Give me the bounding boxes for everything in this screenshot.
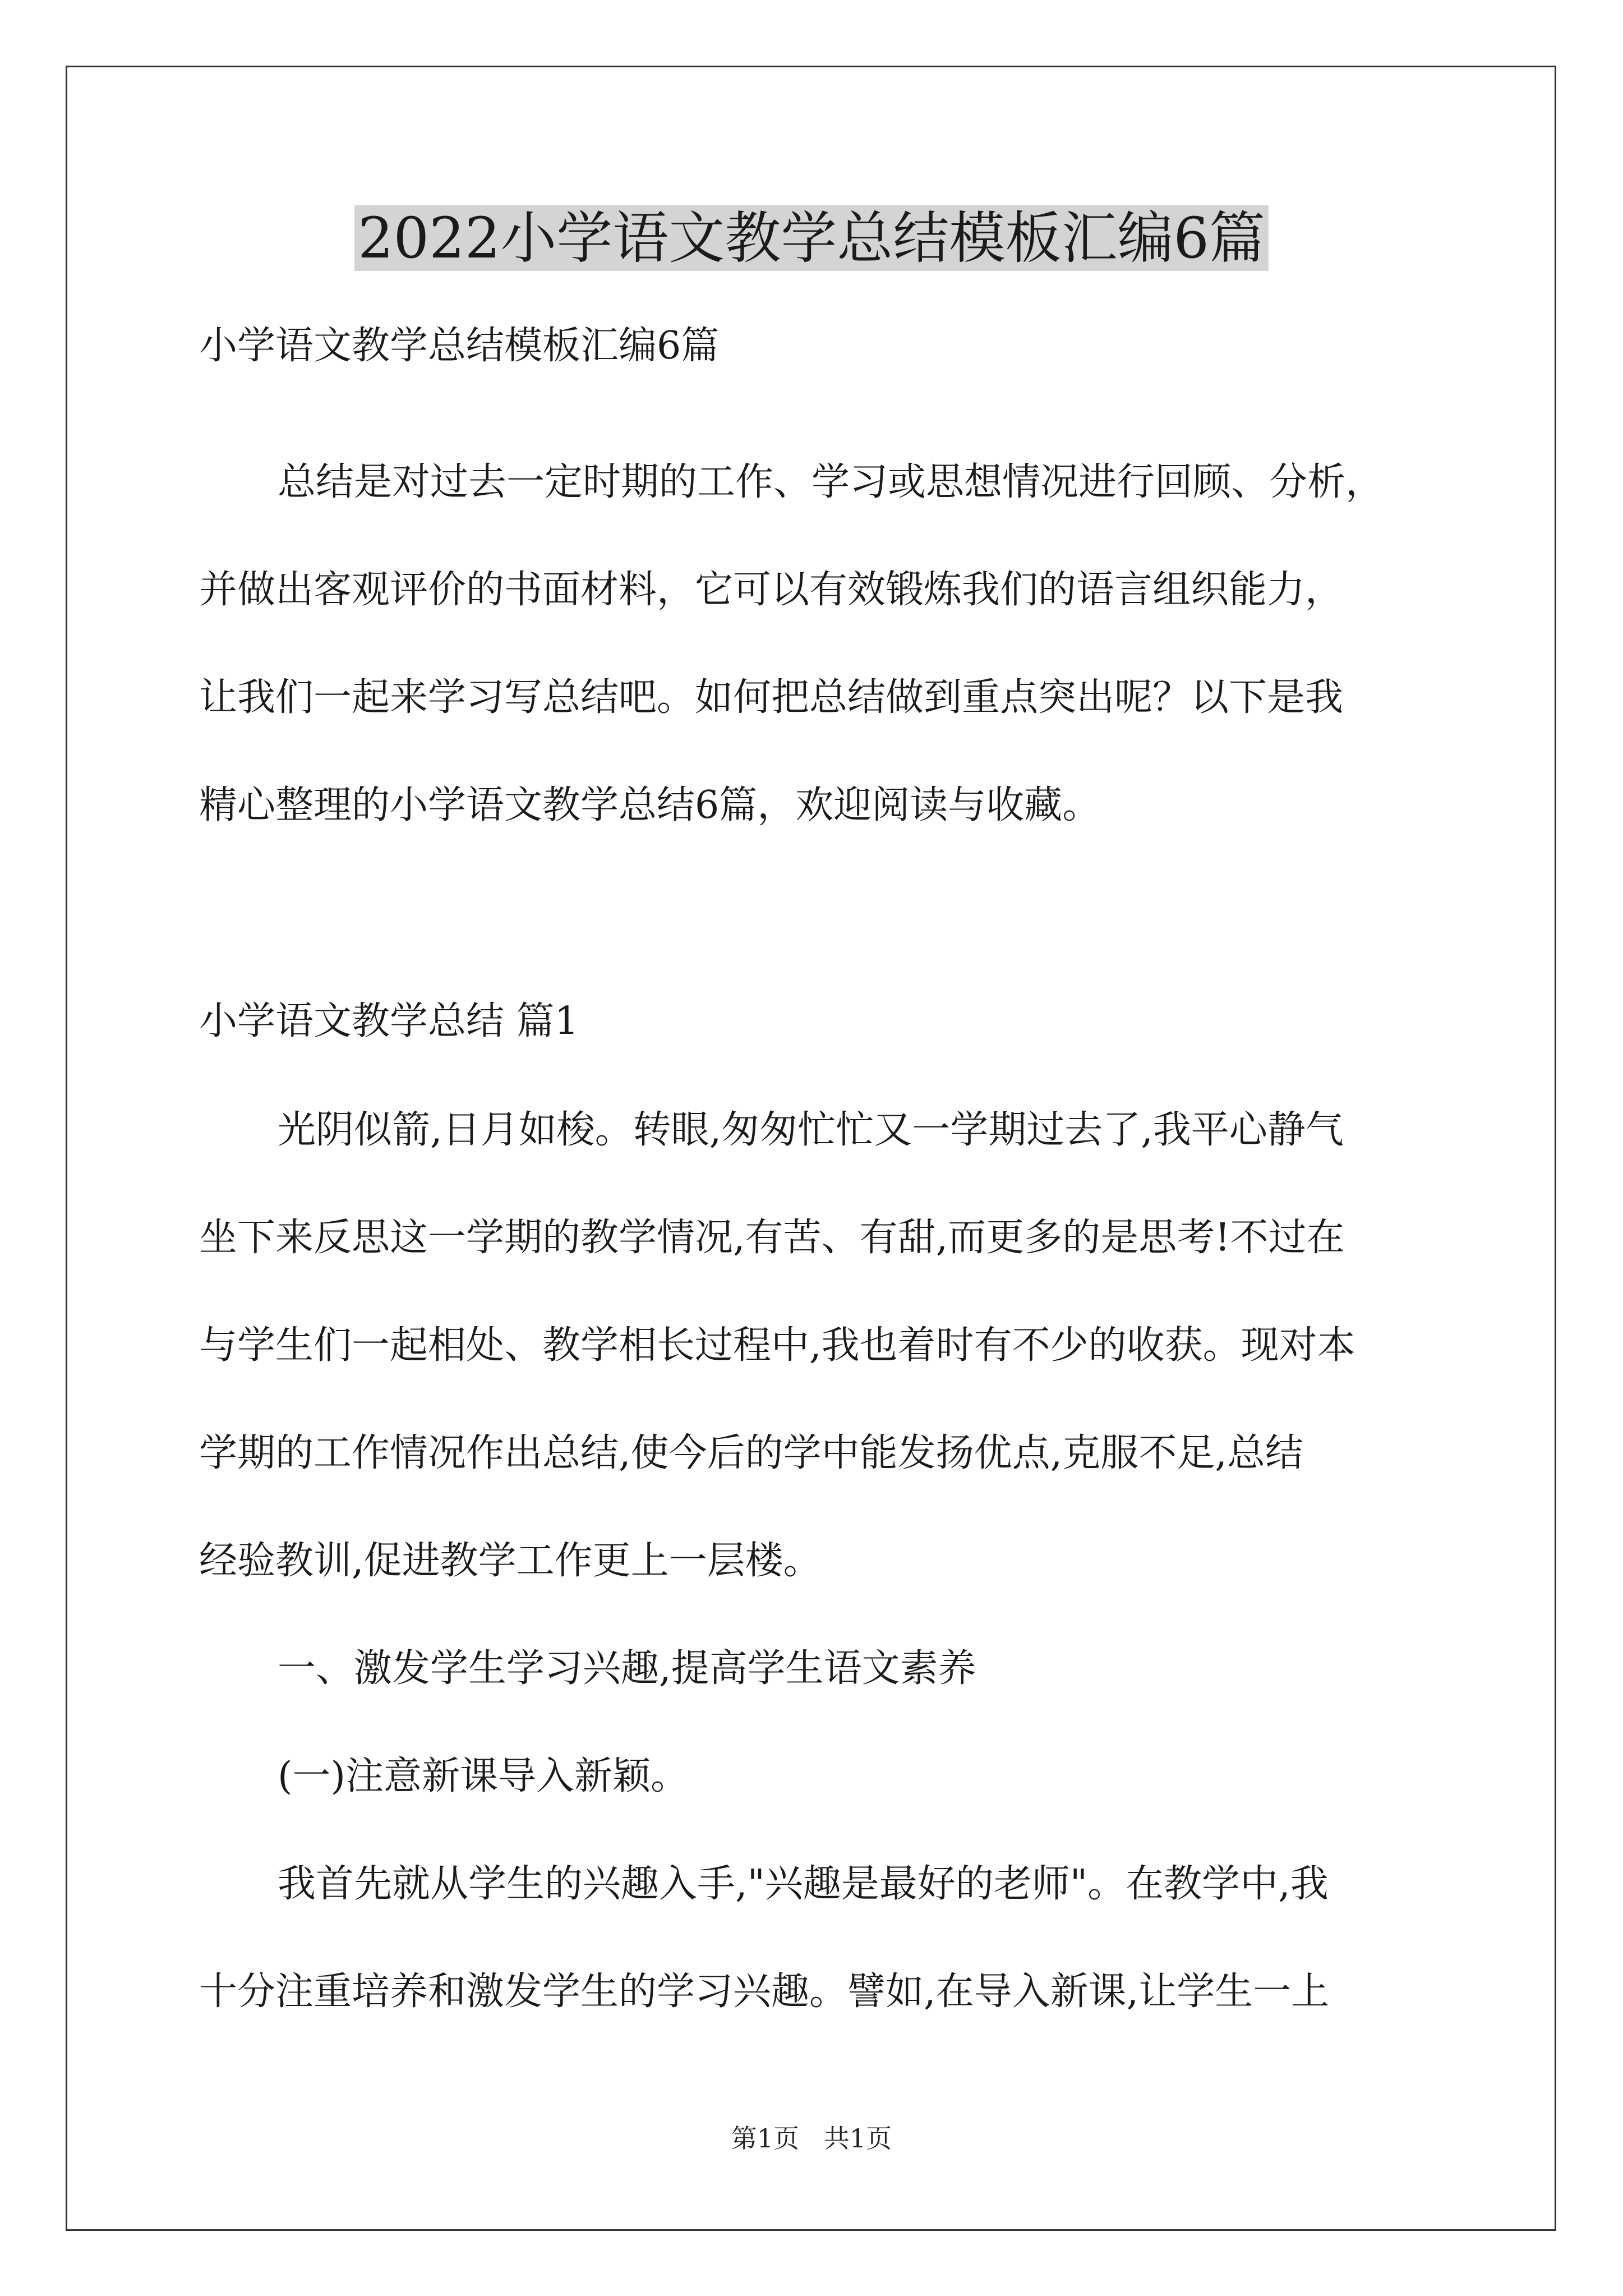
- intro-line-2: 并做出客观评价的书面材料，它可以有效锻炼我们的语言组织能力，: [199, 568, 1344, 612]
- intro-line-3: 让我们一起来学习写总结吧。如何把总结做到重点突出呢？以下是我: [199, 675, 1344, 720]
- section-heading: 小学语文教学总结 篇1: [199, 999, 579, 1043]
- body-line-3: 与学生们一起相处、教学相长过程中,我也着时有不少的收获。现对本: [199, 1323, 1355, 1368]
- intro-line-1: 总结是对过去一定时期的工作、学习或思想情况进行回顾、分析，: [278, 460, 1384, 504]
- body-line-8: 我首先就从学生的兴趣入手,"兴趣是最好的老师"。在教学中,我: [278, 1862, 1329, 1906]
- body-line-9: 十分注重培养和激发学生的学习兴趣。譬如,在导入新课,让学生一上: [199, 1970, 1330, 2014]
- body-line-1: 光阴似箭,日月如梭。转眼,匆匆忙忙又一学期过去了,我平心静气: [278, 1108, 1344, 1152]
- body-line-5: 经验教训,促进教学工作更上一层楼。: [199, 1539, 822, 1583]
- page-footer: 第1页 共1页: [731, 2123, 892, 2154]
- subtitle: 小学语文教学总结模板汇编6篇: [199, 324, 720, 368]
- intro-line-4: 精心整理的小学语文教学总结6篇，欢迎阅读与收藏。: [199, 783, 1101, 827]
- document-title: 2022小学语文教学总结模板汇编6篇: [0, 199, 1623, 278]
- body-line-7: (一)注意新课导入新颖。: [278, 1754, 689, 1798]
- body-line-2: 坐下来反思这一学期的教学情况,有苦、有甜,而更多的是思考!不过在: [199, 1216, 1345, 1260]
- body-line-4: 学期的工作情况作出总结,使今后的学中能发扬优点,克服不足,总结: [199, 1431, 1303, 1475]
- body-line-6: 一、激发学生学习兴趣,提高学生语文素养: [278, 1646, 976, 1691]
